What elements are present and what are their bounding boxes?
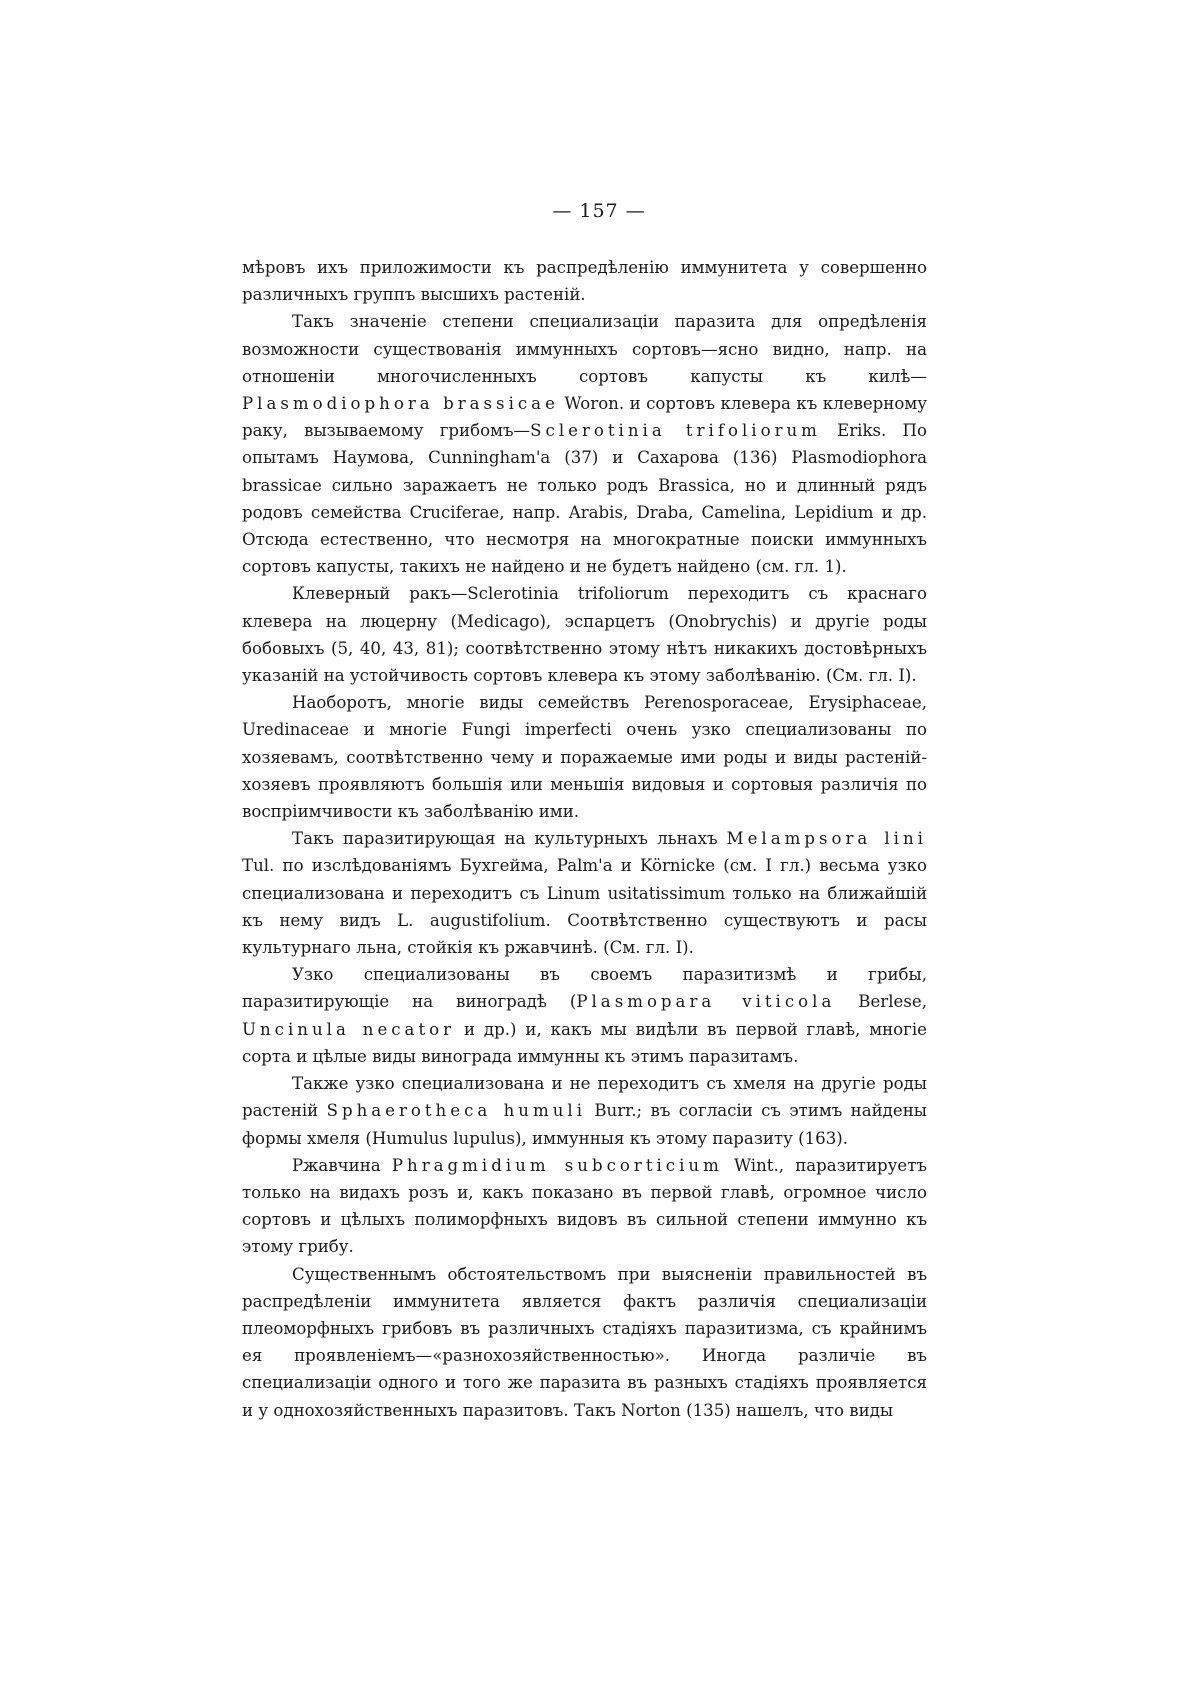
text-run: Berlese,: [835, 992, 927, 1012]
paragraph: [242, 254, 927, 308]
paragraph: [242, 825, 927, 961]
text-run: Burr.; въ согласіи съ этимъ найдены формы хмеля (Humulus lupulus), иммунныя къ этому паразиту (163).: [242, 1101, 927, 1148]
paragraph: [242, 1152, 927, 1261]
text-run: мѣровъ ихъ приложимости къ распредѣленію иммунитета у совершенно различныхъ группъ высшихъ растеній.: [242, 258, 927, 305]
paragraph: [242, 308, 927, 580]
text-run: Такъ паразитирующая на культурныхъ льнахъ: [292, 829, 727, 849]
text-run: Tul. по изслѣдованіямъ Бухгейма, Palm'а и Körnicke (см. I гл.) весьма узко специализована и переходитъ съ Linum usitatissimum только на ближайшій къ нему видъ L. augustifolium. Соотвѣтственно существуютъ и расы культурнаго льна, стойкія къ ржавчинѣ. (См. гл. I).: [242, 856, 927, 958]
text-run: Eriks. По опытамъ Наумова, Cunningham'а (37) и Сахарова (136) Plasmodiophora brassicae сильно заражаетъ не только родъ Brassica, но и длинный рядъ родовъ семейства Cruciferae, напр. Arabis, Draba, Camelina, Lepidium и др. Отсюда естественно, что несмотря на многократные поиски иммунныхъ сортовъ капусты, такихъ не найдено и не будетъ найдено (см. гл. 1).: [242, 421, 927, 577]
paragraph: [242, 689, 927, 825]
species-name: Uncinula necator: [242, 1019, 456, 1039]
species-name: Plasmodiophora brassicae: [242, 394, 559, 414]
species-name: Sphaerotheca humuli: [326, 1101, 587, 1121]
text-run: Клеверный ракъ—Sclerotinia trifoliorum переходитъ съ краснаго клевера на люцерну (Medicago), эспарцетъ (Onobrychis) и другіе роды бобовыхъ (5, 40, 43, 81); соотвѣтственно этому нѣтъ никакихъ достовѣрныхъ указаній на устойчивость сортовъ клевера къ этому заболѣванію. (См. гл. I).: [242, 584, 927, 686]
text-run: Также узко специализована и не переходитъ съ хмеля на другіе роды растеній: [242, 1074, 927, 1121]
paragraph: [242, 961, 927, 1070]
text-run: и др.) и, какъ мы видѣли въ первой главѣ, многіе сорта и цѣлые виды винограда иммунны къ этимъ паразитамъ.: [242, 1019, 927, 1066]
text-run: Ржавчина: [292, 1155, 392, 1175]
species-name: Phragmidium subcorticium: [391, 1155, 723, 1175]
paragraph: [242, 1261, 927, 1424]
species-name: Sclerotinia trifoliorum: [530, 421, 821, 441]
text-body: [242, 254, 927, 1424]
paragraph: [242, 580, 927, 689]
paragraph: [242, 1070, 927, 1152]
text-run: Wint., паразитируетъ только на видахъ розъ и, какъ показано въ первой главѣ, огромное число сортовъ и цѣлыхъ полиморфныхъ видовъ въ сильной степени иммунно къ этому грибу.: [242, 1155, 927, 1257]
text-run: Woron. и сортовъ клевера къ клеверному раку, вызываемому грибомъ—: [242, 394, 927, 441]
text-run: Наоборотъ, многіе виды семействъ Perenosporaceae, Erysiphaceae, Uredinaceae и многіе Fungi imperfecti очень узко специализованы по хозяевамъ, соотвѣтственно чему и поражаемые ими роды и виды растеній-хозяевъ проявляютъ большія или меньшія видовыя и сортовыя различія по воспріимчивости къ заболѣванію ими.: [242, 693, 927, 822]
species-name: Plasmopara viticola: [576, 992, 836, 1012]
page-number: — 157 —: [552, 200, 646, 222]
text-run: Узко специализованы въ своемъ паразитизмѣ и грибы, паразитирующіе на виноградѣ (: [242, 965, 927, 1012]
species-name: Melampsora lini: [726, 829, 927, 849]
text-run: Такъ значеніе степени специализаціи паразита для опредѣленія возможности существованія иммунныхъ сортовъ—ясно видно, напр. на отношеніи многочисленныхъ сортовъ капусты къ килѣ—: [242, 312, 927, 386]
text-run: Существеннымъ обстоятельствомъ при выясненіи правильностей въ распредѣленіи иммунитета является фактъ различія специализаціи плеоморфныхъ грибовъ въ различныхъ стадіяхъ паразитизма, съ крайнимъ ея проявленіемъ—«разнохозяйственностью». Иногда различіе въ специализаціи одного и того же паразита въ разныхъ стадіяхъ проявляется и у однохозяйственныхъ паразитовъ. Такъ Norton (135) нашелъ, что виды: [242, 1264, 927, 1420]
